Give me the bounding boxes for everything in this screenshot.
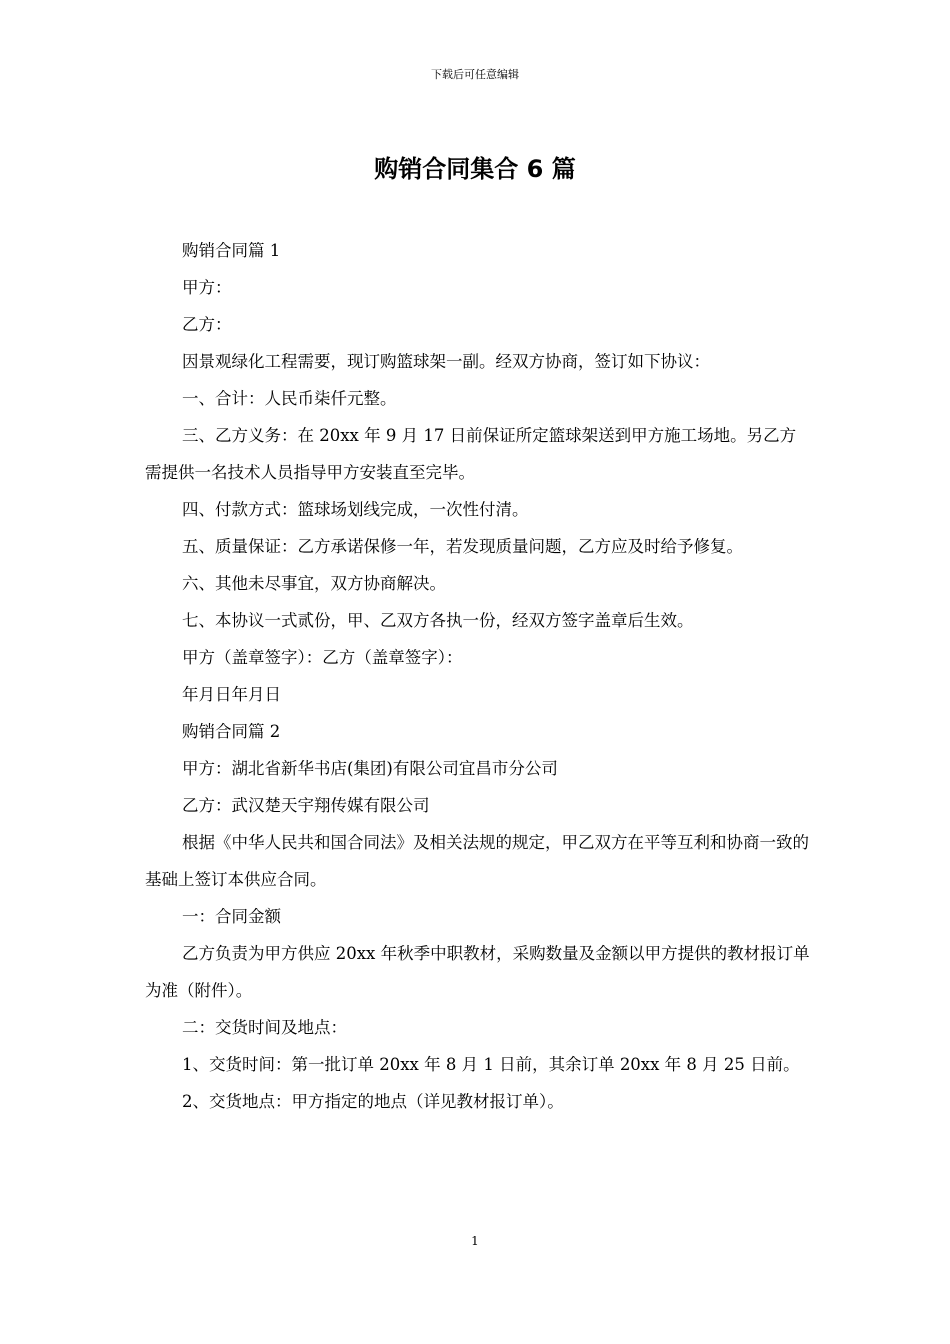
paragraph: 2、交货地点：甲方指定的地点（详见教材报订单）。 (182, 1092, 564, 1111)
paragraph: 四、付款方式：篮球场划线完成，一次性付清。 (182, 500, 529, 519)
section-heading-1: 购销合同篇 1 (182, 241, 281, 260)
paragraph: 1、交货时间：第一批订单 20xx 年 8 月 1 日前，其余订单 20xx 年 8 月 25 日前。 (182, 1055, 800, 1074)
signature-line: 甲方（盖章签字）：乙方（盖章签字）： (182, 648, 463, 667)
document-body (145, 232, 810, 1120)
paragraph: 五、质量保证：乙方承诺保修一年，若发现质量问题，乙方应及时给予修复。 (182, 537, 743, 556)
page-number: 1 (471, 1234, 479, 1248)
paragraph: 乙方负责为甲方供应 20xx 年秋季中职教材，采购数量及金额以甲方提供的教材报订单为准（附件）。 (145, 944, 810, 1000)
clause-heading: 二：交货时间及地点： (182, 1018, 347, 1037)
paragraph: 根据《中华人民共和国合同法》及相关法规的规定，甲乙双方在平等互利和协商一致的基础上签订本供应合同。 (145, 833, 809, 889)
document-title: 购销合同集合 6 篇 (374, 155, 576, 183)
section-heading-2: 购销合同篇 2 (182, 722, 281, 741)
paragraph: 三、乙方义务：在 20xx 年 9 月 17 日前保证所定篮球架送到甲方施工场地。另乙方需提供一名技术人员指导甲方安装直至完毕。 (145, 426, 797, 482)
party-b-label: 乙方： (182, 315, 232, 334)
page-header-note: 下载后可任意编辑 (431, 68, 519, 81)
date-line: 年月日年月日 (182, 685, 281, 704)
paragraph: 六、其他未尽事宜，双方协商解决。 (182, 574, 446, 593)
party-b-line: 乙方：武汉楚天宇翔传媒有限公司 (182, 796, 430, 815)
paragraph: 一、合计：人民币柒仟元整。 (182, 389, 397, 408)
clause-heading: 一：合同金额 (182, 907, 281, 926)
paragraph: 因景观绿化工程需要，现订购篮球架一副。经双方协商，签订如下协议： (182, 352, 710, 371)
party-a-line: 甲方：湖北省新华书店(集团)有限公司宜昌市分公司 (182, 759, 558, 778)
paragraph: 七、本协议一式贰份，甲、乙双方各执一份，经双方签字盖章后生效。 (182, 611, 694, 630)
party-a-label: 甲方： (182, 278, 232, 297)
